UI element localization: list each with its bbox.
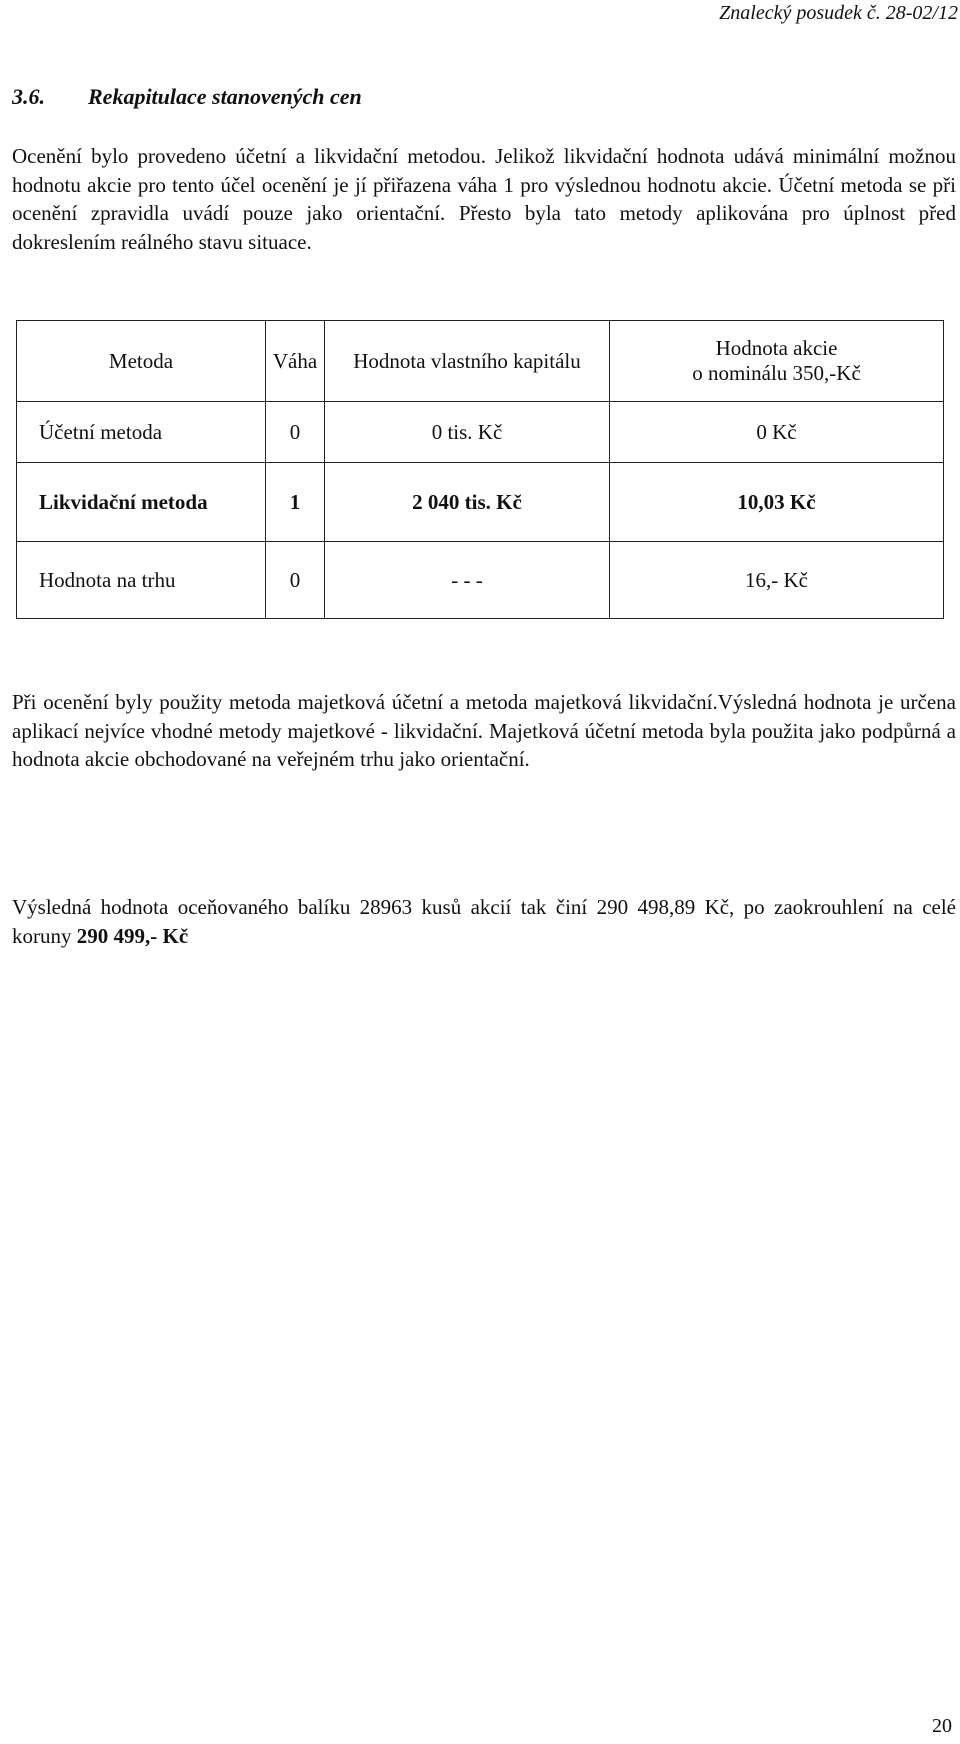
section-number: 3.6. bbox=[12, 84, 45, 109]
cell-method: Účetní metoda bbox=[17, 402, 266, 463]
result-text: Výsledná hodnota oceňovaného balíku 28963 kusů akcií tak činí 290 498,89 Kč, po zaokrouhlení na celé koruny bbox=[12, 895, 956, 948]
header-method: Metoda bbox=[17, 321, 266, 402]
header-share-value-line2: o nominálu 350,-Kč bbox=[692, 361, 861, 385]
document-reference: Znalecký posudek č. 28-02/12 bbox=[719, 2, 958, 24]
header-weight: Váha bbox=[266, 321, 325, 402]
result-paragraph bbox=[12, 893, 956, 950]
table-row bbox=[17, 463, 944, 542]
result-value: 290 499,- Kč bbox=[76, 923, 189, 948]
table-header-row bbox=[17, 321, 944, 402]
table-row bbox=[17, 402, 944, 463]
cell-share-value: 10,03 Kč bbox=[610, 463, 944, 542]
cell-weight: 0 bbox=[266, 402, 325, 463]
valuation-summary-table bbox=[16, 320, 944, 619]
cell-share-value: 16,- Kč bbox=[610, 542, 944, 619]
section-title: Rekapitulace stanovených cen bbox=[88, 84, 362, 109]
section-heading bbox=[12, 84, 362, 110]
cell-equity: - - - bbox=[325, 542, 610, 619]
cell-weight: 0 bbox=[266, 542, 325, 619]
cell-weight: 1 bbox=[266, 463, 325, 542]
cell-method: Hodnota na trhu bbox=[17, 542, 266, 619]
cell-equity: 0 tis. Kč bbox=[325, 402, 610, 463]
cell-equity: 2 040 tis. Kč bbox=[325, 463, 610, 542]
table-row bbox=[17, 542, 944, 619]
header-share-value bbox=[610, 321, 944, 402]
header-equity: Hodnota vlastního kapitálu bbox=[325, 321, 610, 402]
methods-paragraph: Při ocenění byly použity metoda majetková účetní a metoda majetková likvidační.Výsledná hodnota je určena aplikací nejvíce vhodné metody majetkové - likvidační. Majetková účetní metoda byla použita jako podpůrná a hodnota akcie obchodované na veřejném trhu jako orientační. bbox=[12, 690, 956, 771]
cell-share-value: 0 Kč bbox=[610, 402, 944, 463]
header-share-value-line1: Hodnota akcie bbox=[715, 336, 838, 360]
intro-paragraph: Ocenění bylo provedeno účetní a likvidační metodou. Jelikož likvidační hodnota udává minimální možnou hodnotu akcie pro tento účel ocenění je jí přiřazena váha 1 pro výslednou hodnotu akcie. Účetní metoda se při ocenění zpravidla uvádí pouze jako orientační. Přesto byla tato metody aplikována pro úplnost před dokreslením reálného stavu situace. bbox=[12, 144, 956, 254]
page-number: 20 bbox=[932, 1715, 952, 1737]
cell-method: Likvidační metoda bbox=[17, 463, 266, 542]
